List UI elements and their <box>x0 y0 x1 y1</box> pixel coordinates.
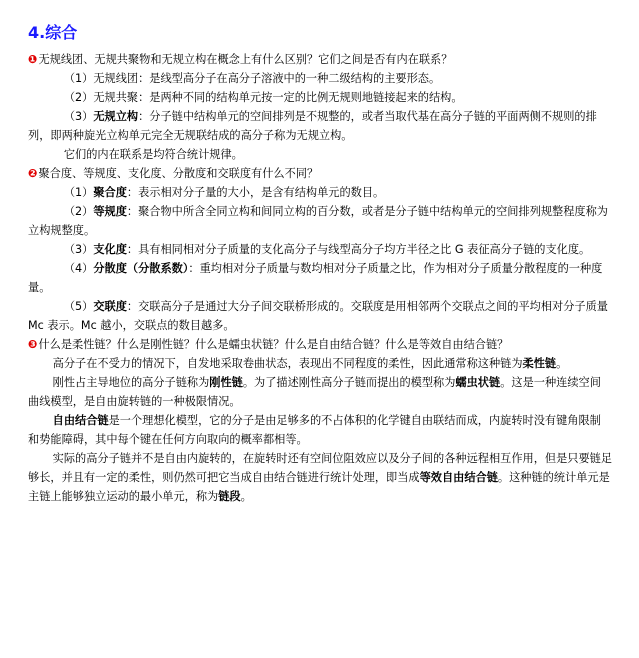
answer-2-item-1 <box>28 183 612 202</box>
item-text: ：表示相对分子量的大小，是含有结构单元的数目。 <box>126 186 385 199</box>
question-3-text: 什么是柔性链？什么是刚性链？什么是蠕虫状链？什么是自由结合链？什么是等效自由结合链？ <box>38 338 509 351</box>
answer-3-paragraph-3 <box>28 411 612 449</box>
paragraph-text: 。 <box>556 357 568 370</box>
paragraph-text: 实际的高分子链并不是自由内旋转的，在旋转时还有空间位阻效应以及分子间的各种远程相互作用，但是只要链足够长，并且有一定的柔性，则仍然可把它当成自由结合链进行统计处理，即当成 <box>28 452 613 484</box>
question-number-2: ❷ <box>28 167 38 180</box>
question-number-3: ❸ <box>28 338 38 351</box>
section-title: 4.综合 <box>28 23 78 42</box>
document <box>28 22 612 506</box>
item-text: ：分子链中结构单元的空间排列是不规整的，或者当取代基在高分子链的平面两侧不规则的排列，即两种旋光立构单元完全无规联结成的高分子称为无规立构。 <box>28 110 597 142</box>
paragraph-text: 。这种链的统计单元是主链上能够独立运动的最小单元，称为 <box>28 471 610 503</box>
item-prefix: （1） <box>63 186 94 199</box>
term-equivalent-chain: 等效自由结合链 <box>419 471 498 484</box>
item-term: 无规立构 <box>93 110 139 123</box>
item-term: 交联度 <box>93 300 127 313</box>
paragraph-text: 刚性占主导地位的高分子链称为 <box>52 376 210 389</box>
term-freely-jointed-chain: 自由结合链 <box>52 414 109 427</box>
item-prefix: （3） <box>63 243 94 256</box>
paragraph-text: 。 <box>240 490 252 503</box>
item-prefix: （5） <box>63 300 94 313</box>
paragraph-text: 。这是一种连续空间曲线模型，是自由旋转链的一种极限情况。 <box>28 376 601 408</box>
term-wormlike-chain: 蠕虫状链 <box>455 376 501 389</box>
answer-1-item-1 <box>28 69 612 88</box>
item-prefix: （3） <box>63 110 94 123</box>
question-number-1: ❶ <box>28 53 38 66</box>
item-prefix: （1）无规线团： <box>63 72 150 85</box>
paragraph-text: 高分子在不受力的情况下，自发地采取卷曲状态，表现出不同程度的柔性，因此通常称这种链为 <box>52 357 523 370</box>
question-3 <box>28 335 612 354</box>
item-text: 是两种不同的结构单元按一定的比例无规则地链接起来的结构。 <box>149 91 463 104</box>
answer-3-paragraph-2 <box>28 373 612 411</box>
answer-2-item-2 <box>28 202 612 240</box>
question-1 <box>28 50 612 69</box>
answer-1-conclusion: 它们的内在联系是均符合统计规律。 <box>63 148 243 161</box>
item-text: ：具有相同相对分子质量的支化高分子与线型高分子均方半径之比 G 表征高分子链的支化度。 <box>126 243 591 256</box>
item-text: ：交联高分子是通过大分子间交联桥形成的。交联度是用相邻两个交联点之间的平均相对分子质量 Mc 表示。Mc 越小，交联点的数目越多。 <box>28 300 608 332</box>
item-prefix: （2） <box>63 205 94 218</box>
item-term: 聚合度 <box>93 186 127 199</box>
term-segment: 链段 <box>218 490 241 503</box>
term-rigid-chain: 刚性链 <box>209 376 243 389</box>
question-1-text: 无规线团、无规共聚物和无规立构在概念上有什么区别？它们之间是否有内在联系？ <box>38 53 453 66</box>
paragraph-text: 是一个理想化模型，它的分子是由足够多的不占体积的化学键自由联结而成，内旋转时没有键角限制和势能障碍，其中每个键在任何方向取向的概率都相等。 <box>28 414 601 446</box>
question-2-text: 聚合度、等规度、支化度、分散度和交联度有什么不同？ <box>38 167 319 180</box>
answer-1-item-3 <box>28 107 612 145</box>
item-term: 等规度 <box>93 205 127 218</box>
item-text: ：重均相对分子质量与数均相对分子质量之比，作为相对分子质量分散程度的一种度量。 <box>28 262 603 294</box>
item-text: 是线型高分子在高分子溶液中的一种二级结构的主要形态。 <box>149 72 441 85</box>
term-flexible-chain: 柔性链 <box>522 357 557 370</box>
item-term: 分散度（分散系数） <box>93 262 189 275</box>
answer-2-item-3 <box>28 240 612 259</box>
item-prefix: （4） <box>63 262 94 275</box>
paragraph-text: 。为了描述刚性高分子链而提出的模型称为 <box>242 376 456 389</box>
answer-2-item-4 <box>28 259 612 297</box>
item-term: 支化度 <box>93 243 127 256</box>
answer-3-paragraph-4 <box>28 449 612 506</box>
item-text: ：聚合物中所含全同立构和间同立构的百分数，或者是分子链中结构单元的空间排列规整程度称为立构规整度。 <box>28 205 608 237</box>
answer-1-item-2 <box>28 88 612 107</box>
item-prefix: （2）无规共聚： <box>63 91 150 104</box>
question-2 <box>28 164 612 183</box>
answer-2-item-5 <box>28 297 612 335</box>
answer-3-paragraph-1 <box>28 354 612 373</box>
